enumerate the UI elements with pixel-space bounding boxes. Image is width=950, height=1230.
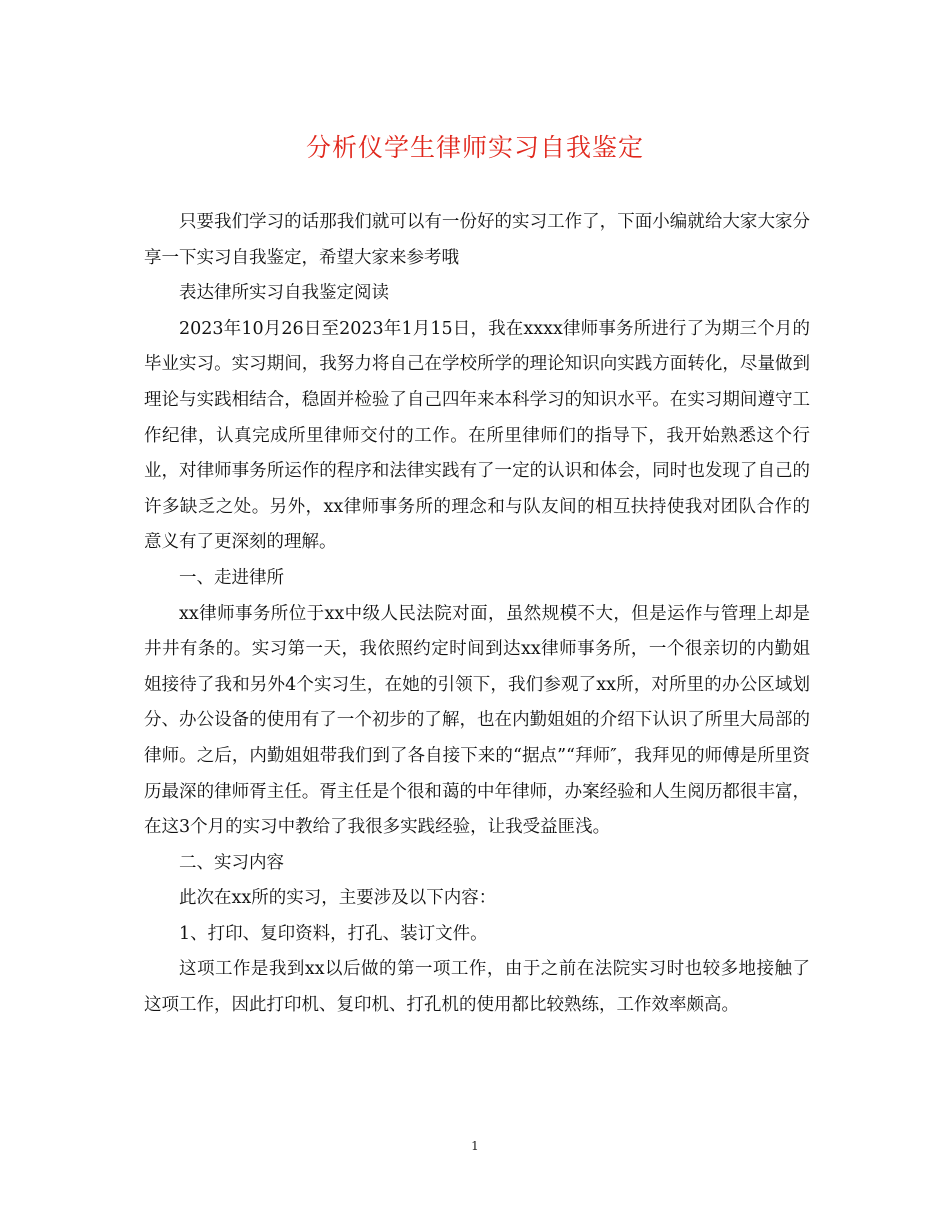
paragraph-list-item-1-detail: 这项工作是我到xx以后做的第一项工作，由于之前在法院实习时也较多地接触了这项工作，因此打印机、复印机、打孔机的使用都比较熟练，工作效率颇高。 [144,959,810,1016]
paragraph-subheading: 表达律所实习自我鉴定阅读 [179,283,389,304]
paragraph-intro: 只要我们学习的话那我们就可以有一份好的实习工作了，下面小编就给大家大家分享一下实习自我鉴定，希望大家来参考哦 [144,212,810,268]
paragraph-section-2-intro: 此次在xx所的实习，主要涉及以下内容： [179,888,497,909]
document-title: 分析仪学生律师实习自我鉴定 [305,133,644,162]
page-number: 1 [471,1139,479,1153]
section-heading-2: 二、实习内容 [179,852,284,873]
list-item-1: 1、打印、复印资料，打孔、装订文件。 [179,923,488,944]
document-body [144,205,810,1024]
paragraph-overview: 2023年10月26日至2023年1月15日，我在xxxx律师事务所进行了为期三个月的毕业实习。实习期间，我努力将自己在学校所学的理论知识向实践方面转化，尽量做到理论与实践相结合，稳固并检验了自己四年来本科学习的知识水平。在实习期间遵守工作纪律，认真完成所里律师交付的工作。在所里律师们的指导下，我开始熟悉这个行业，对律师事务所运作的程序和法律实践有了一定的认识和体会，同时也发现了自己的许多缺乏之处。另外，xx律师事务所的理念和与队友间的相互扶持使我对团队合作的意义有了更深刻的理解。 [144,318,810,553]
paragraph-section-1: xx律师事务所位于xx中级人民法院对面，虽然规模不大，但是运作与管理上却是井井有条的。实习第一天，我依照约定时间到达xx律师事务所，一个很亲切的内勤姐姐接待了我和另外4个实习生，在她的引领下，我们参观了xx所，对所里的办公区域划分、办公设备的使用有了一个初步的了解，也在内勤姐姐的介绍下认识了所里大局部的律师。之后，内勤姐姐带我们到了各自接下来的“据点”“拜师″，我拜见的师傅是所里资历最深的律师胥主任。胥主任是个很和蔼的中年律师，办案经验和人生阅历都很丰富，在这3个月的实习中教给了我很多实践经验，让我受益匪浅。 [144,603,810,838]
section-heading-1: 一、走进律所 [179,567,284,588]
